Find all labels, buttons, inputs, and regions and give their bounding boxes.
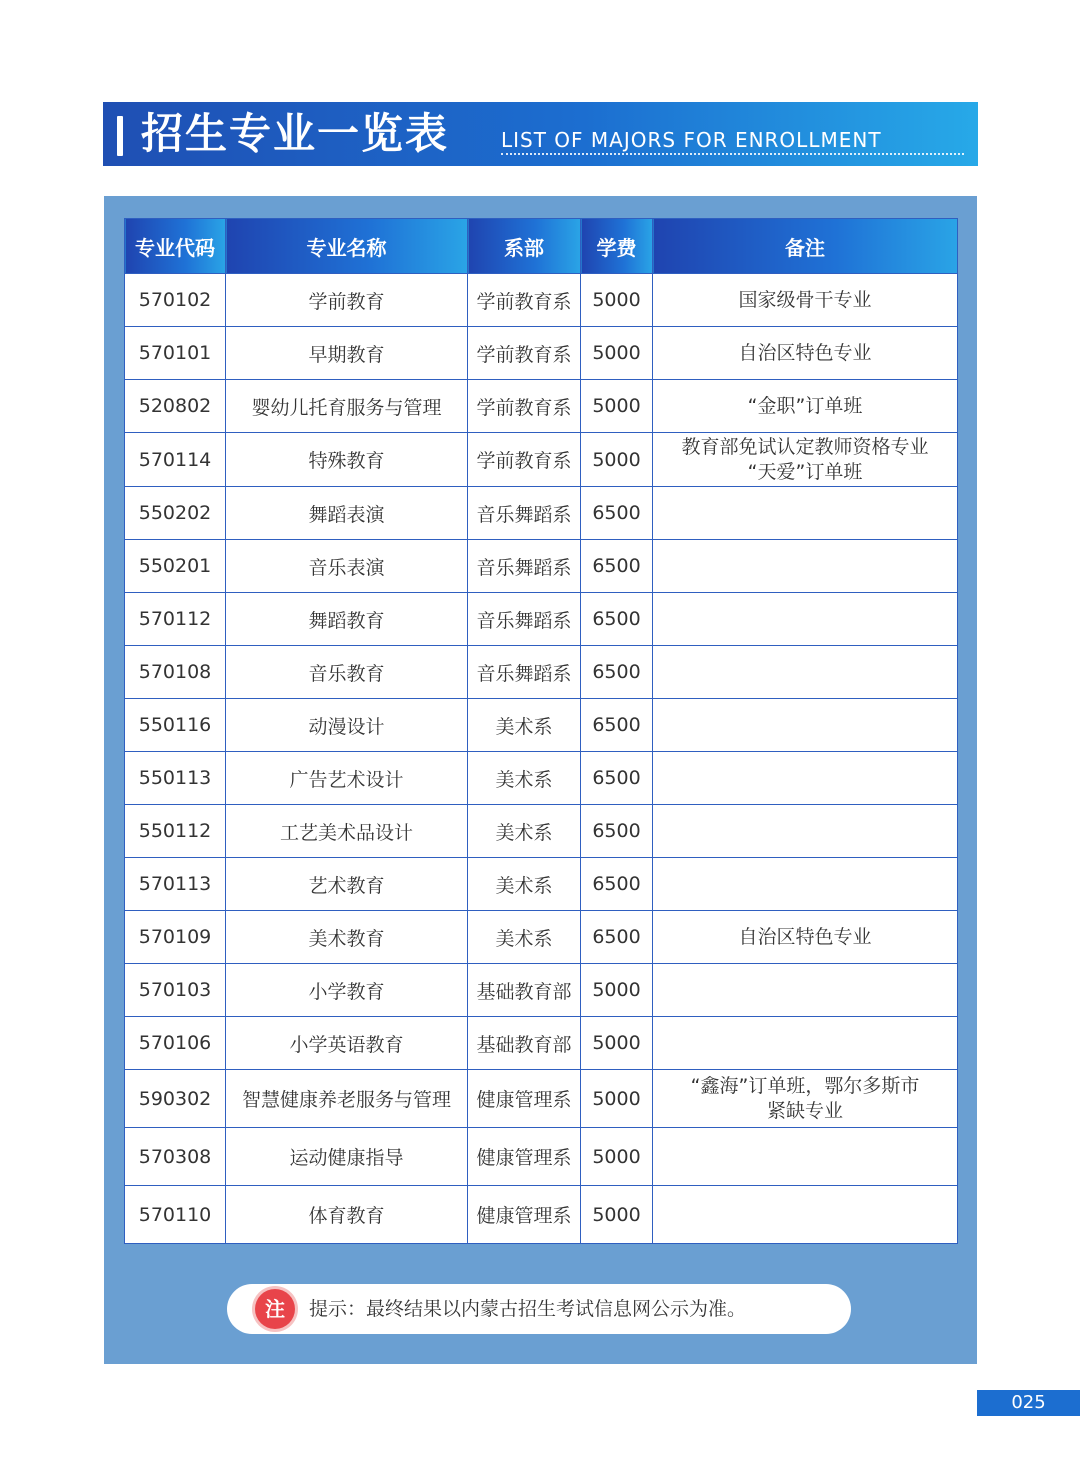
major-name: 动漫设计 xyxy=(226,699,468,752)
major-code: 570102 xyxy=(125,274,226,327)
major-code: 550113 xyxy=(125,752,226,805)
major-note xyxy=(653,646,958,699)
major-fee: 5000 xyxy=(581,1128,653,1186)
major-name: 小学英语教育 xyxy=(226,1017,468,1070)
column-header-code: 专业代码 xyxy=(125,219,226,274)
table-row xyxy=(125,699,958,752)
major-note xyxy=(653,1186,958,1244)
major-note xyxy=(653,274,958,327)
major-note xyxy=(653,380,958,433)
tip-text: 提示：最终结果以内蒙古招生考试信息网公示为准。 xyxy=(309,1298,747,1320)
table-row xyxy=(125,540,958,593)
tip-banner xyxy=(227,1284,851,1334)
note-line-1: 自治区特色专业 xyxy=(738,925,872,948)
major-fee: 5000 xyxy=(581,274,653,327)
major-name: 早期教育 xyxy=(226,327,468,380)
major-note xyxy=(653,433,958,487)
majors-panel xyxy=(104,196,977,1364)
major-name: 学前教育 xyxy=(226,274,468,327)
header-accent-bar xyxy=(117,116,123,156)
major-code: 570308 xyxy=(125,1128,226,1186)
table-row xyxy=(125,433,958,487)
major-code: 520802 xyxy=(125,380,226,433)
major-fee: 5000 xyxy=(581,1017,653,1070)
major-department: 学前教育系 xyxy=(468,433,581,487)
major-code: 550202 xyxy=(125,487,226,540)
table-row xyxy=(125,274,958,327)
major-note xyxy=(653,1128,958,1186)
major-fee: 5000 xyxy=(581,964,653,1017)
table-row xyxy=(125,487,958,540)
major-name: 小学教育 xyxy=(226,964,468,1017)
major-code: 550116 xyxy=(125,699,226,752)
note-icon: 注 xyxy=(255,1289,295,1329)
major-code: 570106 xyxy=(125,1017,226,1070)
major-department: 音乐舞蹈系 xyxy=(468,646,581,699)
major-fee: 6500 xyxy=(581,805,653,858)
major-name: 音乐表演 xyxy=(226,540,468,593)
major-department: 学前教育系 xyxy=(468,327,581,380)
major-name: 智慧健康养老服务与管理 xyxy=(226,1070,468,1128)
major-fee: 6500 xyxy=(581,699,653,752)
major-department: 美术系 xyxy=(468,699,581,752)
major-name: 广告艺术设计 xyxy=(226,752,468,805)
table-row xyxy=(125,805,958,858)
major-fee: 6500 xyxy=(581,487,653,540)
note-line-2: 紧缺专业 xyxy=(766,1099,843,1122)
table-row xyxy=(125,858,958,911)
table-row xyxy=(125,593,958,646)
column-header-dept: 系部 xyxy=(468,219,581,274)
major-department: 学前教育系 xyxy=(468,274,581,327)
table-row xyxy=(125,1186,958,1244)
major-fee: 6500 xyxy=(581,858,653,911)
major-note xyxy=(653,540,958,593)
major-fee: 6500 xyxy=(581,646,653,699)
column-header-note: 备注 xyxy=(653,219,958,274)
major-department: 健康管理系 xyxy=(468,1070,581,1128)
column-header-fee: 学费 xyxy=(581,219,653,274)
page-number: 025 xyxy=(977,1390,1080,1416)
majors-table xyxy=(124,218,958,1244)
table-row xyxy=(125,380,958,433)
major-code: 570110 xyxy=(125,1186,226,1244)
major-note xyxy=(653,805,958,858)
table-row xyxy=(125,327,958,380)
major-code: 590302 xyxy=(125,1070,226,1128)
major-name: 工艺美术品设计 xyxy=(226,805,468,858)
major-note xyxy=(653,327,958,380)
subtitle-dotted-underline xyxy=(501,153,964,155)
major-code: 550112 xyxy=(125,805,226,858)
major-name: 美术教育 xyxy=(226,911,468,964)
table-row xyxy=(125,1017,958,1070)
major-fee: 6500 xyxy=(581,752,653,805)
major-code: 570108 xyxy=(125,646,226,699)
major-fee: 5000 xyxy=(581,380,653,433)
major-name: 体育教育 xyxy=(226,1186,468,1244)
major-note xyxy=(653,858,958,911)
major-department: 美术系 xyxy=(468,858,581,911)
major-name: 运动健康指导 xyxy=(226,1128,468,1186)
note-line-1: 教育部免试认定教师资格专业 xyxy=(681,435,929,458)
major-fee: 5000 xyxy=(581,1186,653,1244)
major-department: 美术系 xyxy=(468,752,581,805)
major-note xyxy=(653,752,958,805)
major-fee: 5000 xyxy=(581,433,653,487)
major-code: 570114 xyxy=(125,433,226,487)
major-name: 艺术教育 xyxy=(226,858,468,911)
note-line-1: 自治区特色专业 xyxy=(738,341,872,364)
page-subtitle: LIST OF MAJORS FOR ENROLLMENT xyxy=(501,128,882,152)
major-department: 音乐舞蹈系 xyxy=(468,540,581,593)
major-note xyxy=(653,964,958,1017)
major-code: 550201 xyxy=(125,540,226,593)
major-code: 570109 xyxy=(125,911,226,964)
major-fee: 5000 xyxy=(581,327,653,380)
page-header xyxy=(103,102,978,166)
table-header-row xyxy=(125,219,958,274)
major-fee: 6500 xyxy=(581,593,653,646)
major-department: 基础教育部 xyxy=(468,1017,581,1070)
major-department: 健康管理系 xyxy=(468,1128,581,1186)
major-department: 美术系 xyxy=(468,805,581,858)
major-department: 音乐舞蹈系 xyxy=(468,593,581,646)
major-note xyxy=(653,699,958,752)
major-department: 健康管理系 xyxy=(468,1186,581,1244)
major-code: 570103 xyxy=(125,964,226,1017)
major-department: 基础教育部 xyxy=(468,964,581,1017)
note-line-1: “金职”订单班 xyxy=(747,394,863,417)
major-name: 音乐教育 xyxy=(226,646,468,699)
major-name: 舞蹈教育 xyxy=(226,593,468,646)
major-name: 舞蹈表演 xyxy=(226,487,468,540)
major-code: 570112 xyxy=(125,593,226,646)
major-note xyxy=(653,1017,958,1070)
major-fee: 5000 xyxy=(581,1070,653,1128)
page-title: 招生专业一览表 xyxy=(141,109,450,158)
major-code: 570101 xyxy=(125,327,226,380)
note-line-1: 国家级骨干专业 xyxy=(738,288,872,311)
major-fee: 6500 xyxy=(581,540,653,593)
table-row xyxy=(125,964,958,1017)
table-row xyxy=(125,1128,958,1186)
major-note xyxy=(653,911,958,964)
table-row xyxy=(125,646,958,699)
major-name: 特殊教育 xyxy=(226,433,468,487)
major-department: 音乐舞蹈系 xyxy=(468,487,581,540)
major-department: 学前教育系 xyxy=(468,380,581,433)
table-row xyxy=(125,911,958,964)
major-code: 570113 xyxy=(125,858,226,911)
table-row xyxy=(125,752,958,805)
major-name: 婴幼儿托育服务与管理 xyxy=(226,380,468,433)
table-row xyxy=(125,1070,958,1128)
column-header-name: 专业名称 xyxy=(226,219,468,274)
note-line-2: “天爱”订单班 xyxy=(747,460,863,483)
major-fee: 6500 xyxy=(581,911,653,964)
major-note xyxy=(653,593,958,646)
major-department: 美术系 xyxy=(468,911,581,964)
note-line-1: “鑫海”订单班，鄂尔多斯市 xyxy=(690,1074,920,1097)
major-note xyxy=(653,1070,958,1128)
major-note xyxy=(653,487,958,540)
